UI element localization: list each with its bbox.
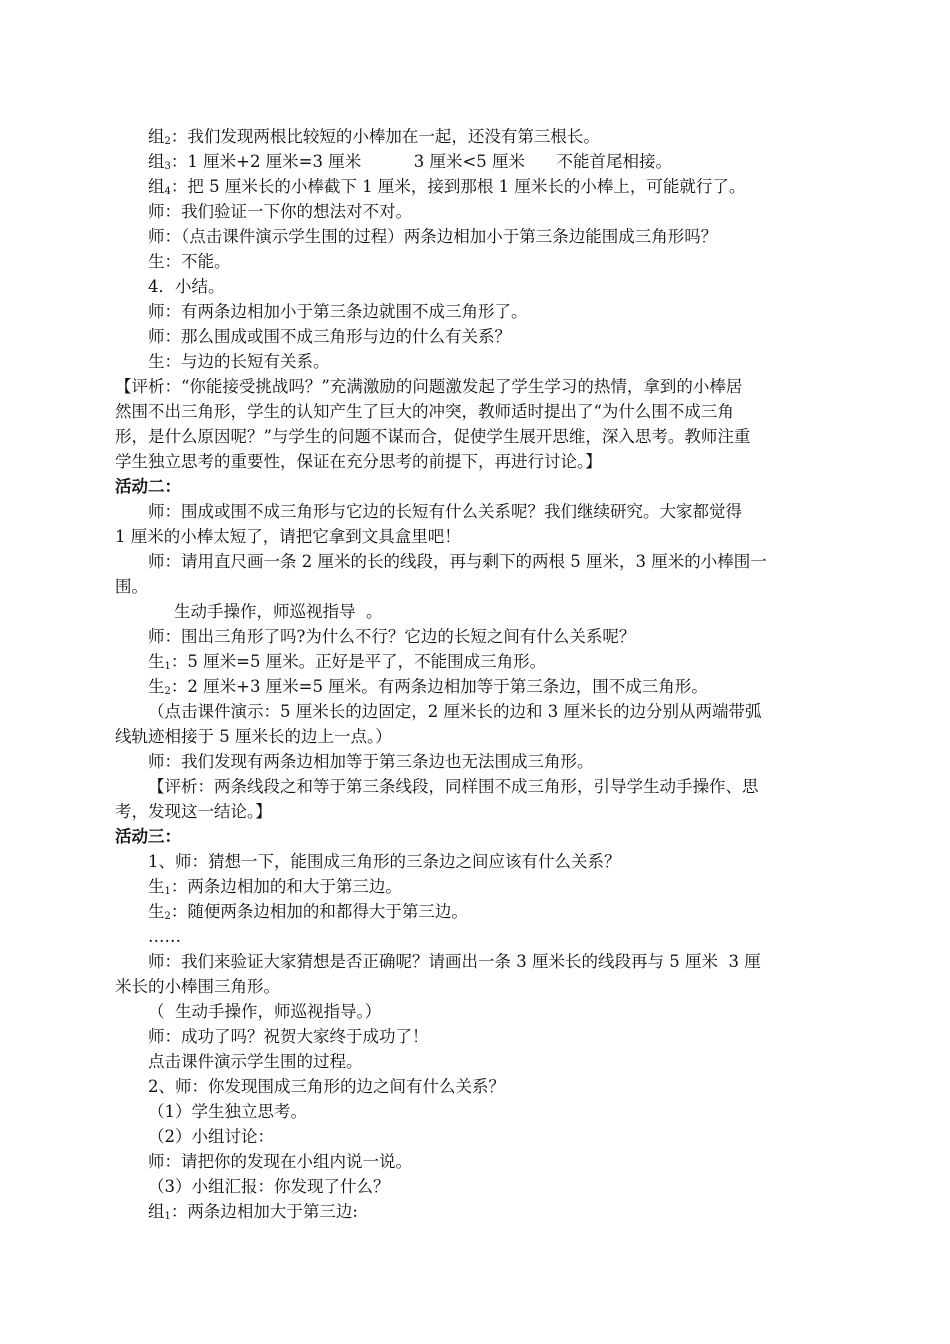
section-heading: 活动二： <box>115 477 181 496</box>
list-item: （1）学生独立思考。 <box>148 1102 307 1121</box>
dialogue-line: 1、师：猜想一下，能围成三角形的三条边之间应该有什么关系？ <box>148 852 621 871</box>
section-item: 4．小结。 <box>148 277 225 296</box>
dialogue-line: 师：请用直尺画一条 2 厘米的长的线段，再与剩下的两根 5 厘米，3 厘米的小棒围一 <box>148 552 767 571</box>
commentary-line: 学生独立思考的重要性，保证在充分思考的前提下，再进行讨论。】 <box>115 452 602 471</box>
dialogue-line: 师：我们来验证大家猜想是否正确呢？请画出一条 3 厘米长的线段再与 5 厘米 3 厘 <box>148 952 761 971</box>
dialogue-line: 师：我们发现有两条边相加等于第三条边也无法围成三角形。 <box>148 752 594 771</box>
dialogue-line: 师：请把你的发现在小组内说一说。 <box>148 1152 412 1171</box>
dialogue-line: 米长的小棒围三角形。 <box>115 977 280 996</box>
dialogue-line: 组$_4$：把 5 厘米长的小棒截下 1 厘米，接到那根 1 厘米长的小棒上，可能就行了。 <box>148 177 746 197</box>
dialogue-line: 师：围出三角形了吗?为什么不行？它边的长短之间有什么关系呢？ <box>148 627 636 646</box>
commentary-line: 【评析：“你能接受挑战吗？”充满激励的问题激发起了学生学习的热情，拿到的小棒居 <box>115 377 743 396</box>
dialogue-line: 组$_1$：两条边相加大于第三边: <box>148 1202 358 1222</box>
section-heading: 活动三： <box>115 827 181 846</box>
dialogue-line: 点击课件演示学生围的过程。 <box>148 1052 363 1071</box>
dialogue-line: 2、师：你发现围成三角形的边之间有什么关系？ <box>148 1077 505 1096</box>
dialogue-line: 生$_1$：5 厘米=5 厘米。正好是平了，不能围成三角形。 <box>148 652 547 672</box>
dialogue-line: 生$_2$：2 厘米+3 厘米=5 厘米。有两条边相加等于第三条边，围不成三角形。 <box>148 677 708 697</box>
dialogue-line: 生动手操作，师巡视指导 。 <box>174 602 383 621</box>
dialogue-line: 生$_2$：随便两条边相加的和都得大于第三边。 <box>148 902 468 922</box>
dialogue-line: 组$_2$：我们发现两根比较短的小棒加在一起，还没有第三根长。 <box>148 127 600 147</box>
dialogue-line: 师：那么围成或围不成三角形与边的什么有关系？ <box>148 327 511 346</box>
dialogue-line: 师：成功了吗？祝贺大家终于成功了！ <box>148 1027 429 1046</box>
dialogue-line: （点击课件演示：5 厘米长的边固定，2 厘米长的边和 3 厘米长的边分别从两端带弧 <box>148 702 762 721</box>
dialogue-line: （ 生动手操作，师巡视指导。） <box>148 1002 382 1021</box>
commentary-line: 【评析：两条线段之和等于第三条线段，同样围不成三角形，引导学生动手操作、思 <box>148 777 759 796</box>
commentary-line: 形，是什么原因呢？”与学生的问题不谋而合，促使学生展开思维，深入思考。教师注重 <box>115 427 751 446</box>
dialogue-line: 线轨迹相接于 5 厘米长的边上一点。） <box>115 727 392 746</box>
list-item: （3）小组汇报：你发现了什么？ <box>148 1177 390 1196</box>
dialogue-line: 组$_3$：1 厘米+2 厘米=3 厘米 3 厘米<5 厘米 不能首尾相接。 <box>148 152 672 172</box>
commentary-line: 考，发现这一结论。】 <box>115 802 272 821</box>
dialogue-line: 师：围成或围不成三角形与它边的长短有什么关系呢？我们继续研究。大家都觉得 <box>148 502 742 521</box>
dialogue-line: 1 厘米的小棒太短了，请把它拿到文具盒里吧！ <box>115 527 461 546</box>
dialogue-line: 围。 <box>115 577 148 596</box>
dialogue-line: 生：不能。 <box>148 252 231 271</box>
ellipsis-line: …… <box>148 927 181 946</box>
commentary-line: 然围不出三角形，学生的认知产生了巨大的冲突，教师适时提出了“为什么围不成三角 <box>115 402 734 421</box>
list-item: （2）小组讨论： <box>148 1127 274 1146</box>
dialogue-line: 生：与边的长短有关系。 <box>148 352 330 371</box>
dialogue-line: 生$_1$：两条边相加的和大于第三边。 <box>148 877 402 897</box>
dialogue-line: 师：有两条边相加小于第三条边就围不成三角形了。 <box>148 302 528 321</box>
dialogue-line: 师：（点击课件演示学生围的过程）两条边相加小于第三条边能围成三角形吗？ <box>148 227 718 246</box>
dialogue-line: 师：我们验证一下你的想法对不对。 <box>148 202 412 221</box>
